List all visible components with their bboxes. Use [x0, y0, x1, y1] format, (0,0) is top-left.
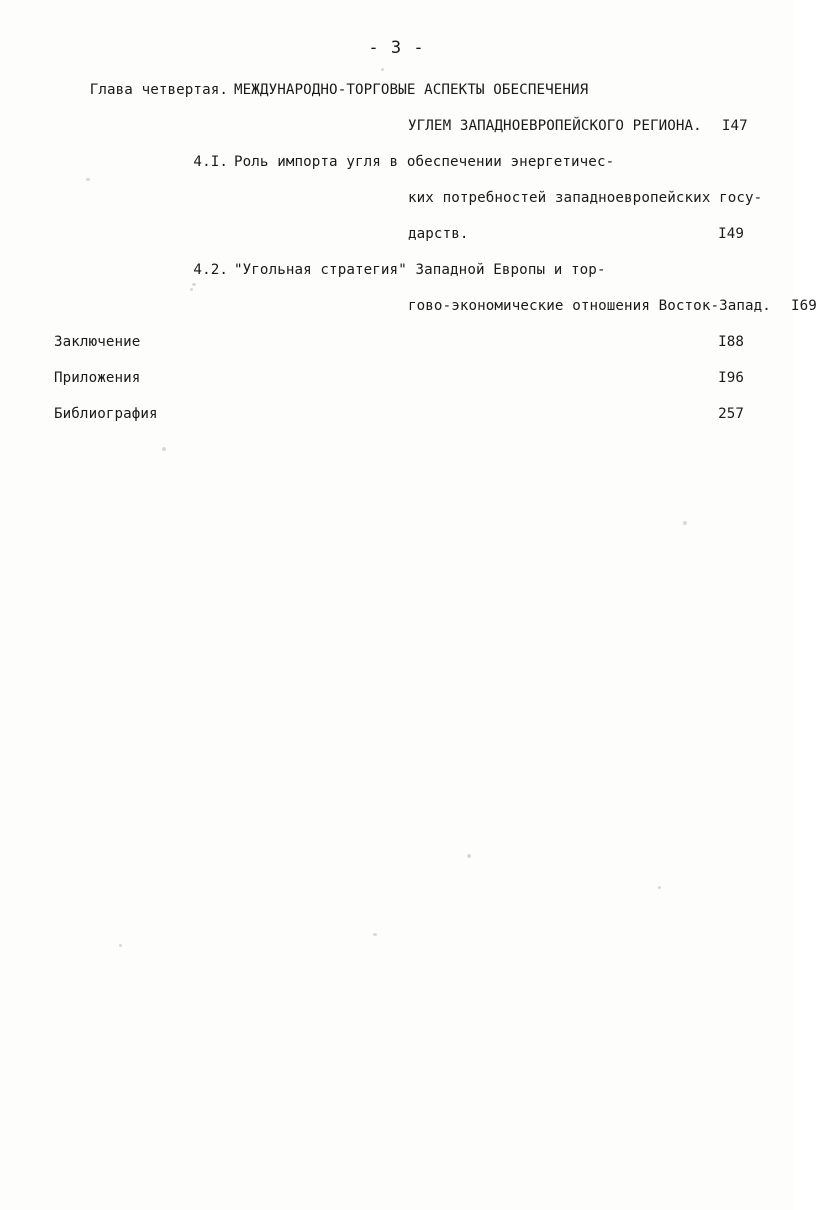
toc-entry-page-number: I88: [718, 334, 744, 350]
toc-entry-line: [54, 360, 744, 396]
toc-entry-title: ких потребностей западноевропейских госу-: [408, 190, 763, 206]
table-of-contents: [54, 72, 817, 432]
toc-entry-line: [54, 180, 763, 216]
toc-entry-title: Приложения: [54, 370, 141, 386]
toc-entry-line: [54, 144, 744, 180]
toc-entry-page-number: I69: [791, 298, 817, 314]
toc-entry-title: дарств.: [408, 226, 469, 242]
paper-speck: [683, 521, 687, 525]
paper-speck: [86, 178, 90, 181]
paper-speck: [119, 944, 122, 947]
toc-entry-line: [54, 324, 744, 360]
toc-entry-line: [54, 288, 817, 324]
toc-entry-title: УГЛЕМ ЗАПАДНОЕВРОПЕЙСКОГО РЕГИОНА.: [408, 118, 702, 134]
paper-speck: [192, 283, 196, 286]
toc-entry-title: Роль импорта угля в обеспечении энергетичес-: [234, 154, 615, 170]
paper-speck: [190, 288, 193, 291]
toc-entry-page-number: I96: [718, 370, 744, 386]
toc-entry-title: гово-экономические отношения Восток-Запад.: [408, 298, 771, 314]
paper-speck: [658, 886, 661, 889]
toc-entry-line: [54, 108, 748, 144]
toc-entry-label: 4.I.: [193, 154, 228, 170]
paper-speck: [381, 68, 384, 71]
toc-entry-label: Глава четвертая.: [89, 82, 228, 98]
paper-speck: [373, 933, 377, 936]
toc-entry-line: [54, 216, 744, 252]
toc-entry-line: [54, 72, 744, 108]
toc-entry-page-number: I47: [721, 118, 748, 134]
paper-speck: [162, 447, 166, 451]
toc-entry-label: 4.2.: [193, 262, 228, 278]
toc-entry-page-number: I49: [718, 226, 744, 242]
toc-entry-line: [54, 396, 744, 432]
toc-entry-line: [54, 252, 744, 288]
toc-entry-title: Библиография: [54, 406, 158, 422]
paper-speck: [467, 854, 471, 858]
toc-entry-title: "Угольная стратегия" Западной Европы и тор-: [234, 262, 606, 278]
page-number: - 3 -: [368, 38, 425, 58]
toc-entry-page-number: 257: [718, 406, 744, 422]
toc-entry-title: Заключение: [54, 334, 141, 350]
toc-entry-title: МЕЖДУНАРОДНО-ТОРГОВЫЕ АСПЕКТЫ ОБЕСПЕЧЕНИЯ: [234, 82, 589, 98]
